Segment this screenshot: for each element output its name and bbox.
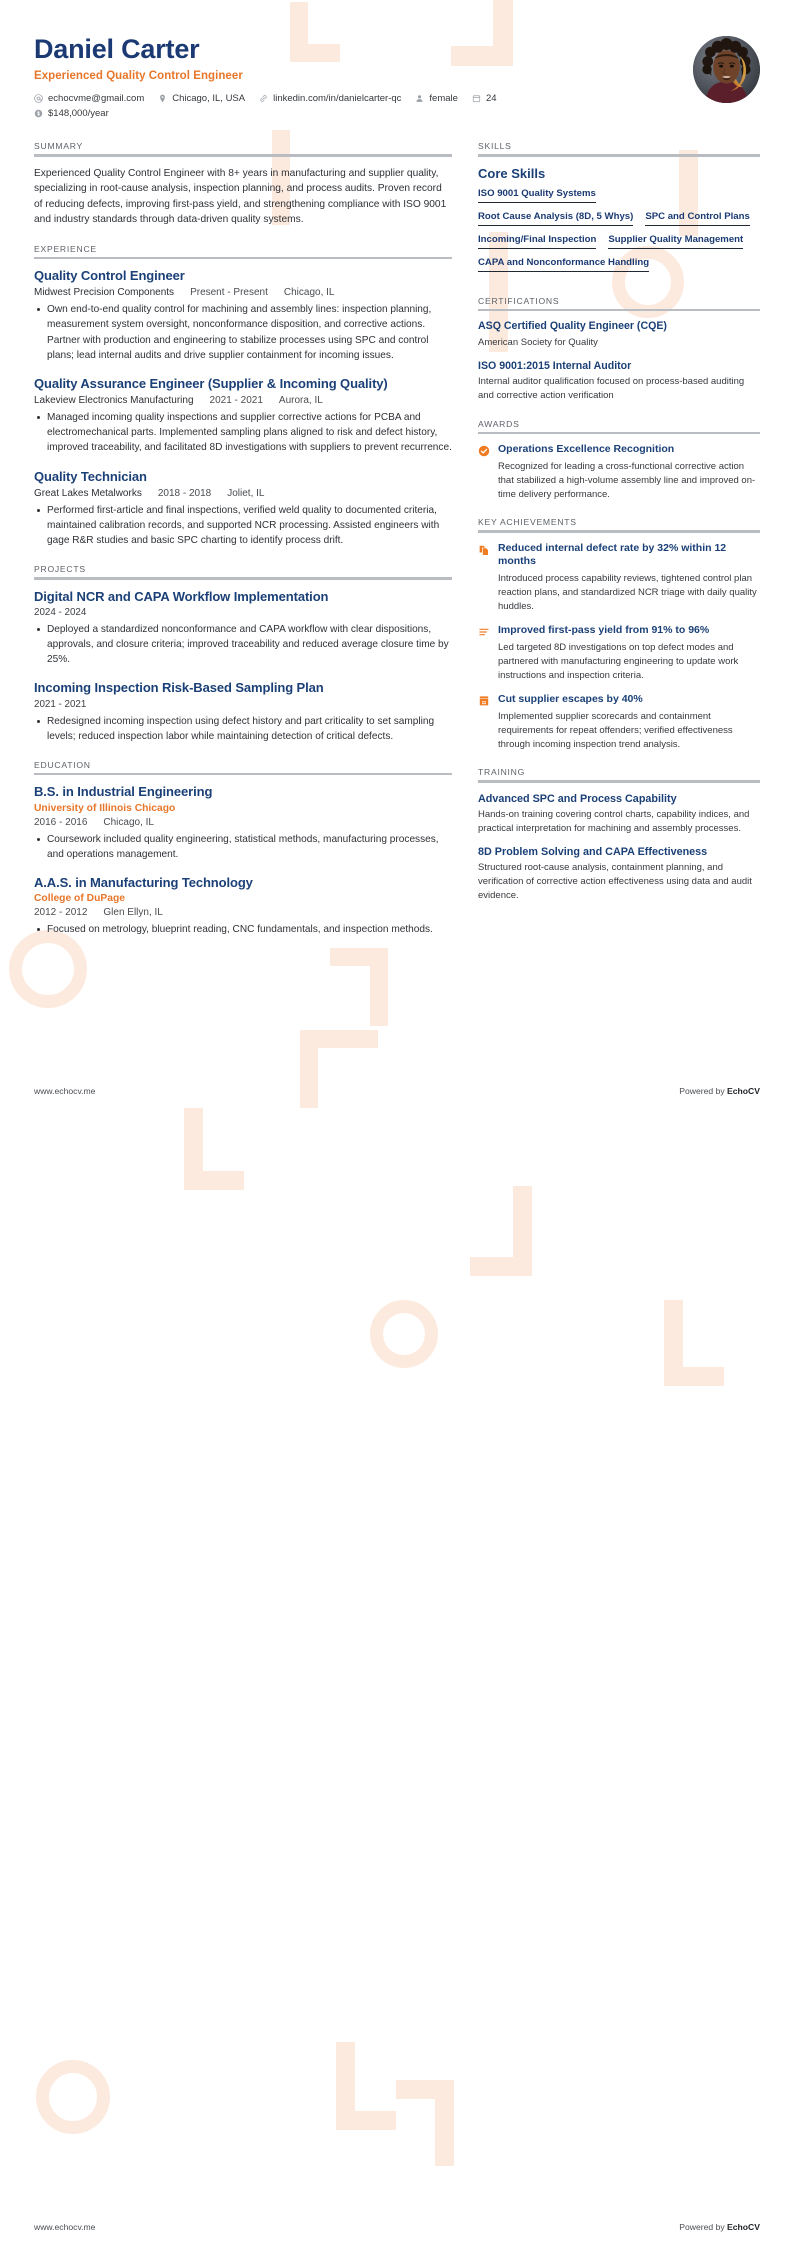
job-location: Chicago, IL bbox=[283, 287, 335, 299]
education-bullet: Coursework included quality engineering, statistical methods, manufacturing processes, and operations management. bbox=[34, 832, 452, 862]
skill-chip: SPC and Control Plans bbox=[645, 211, 749, 226]
project-item bbox=[34, 680, 452, 744]
degree-name: A.A.S. in Manufacturing Technology bbox=[34, 874, 253, 890]
award-name: Operations Excellence Recognition bbox=[498, 443, 675, 456]
section-title-experience: EXPERIENCE bbox=[34, 243, 97, 254]
header-text-block bbox=[34, 34, 677, 119]
education-location: Chicago, IL bbox=[103, 816, 154, 828]
footer-brand: EchoCV bbox=[727, 1086, 760, 1096]
job-bullets bbox=[34, 503, 452, 548]
education-bullets bbox=[34, 922, 452, 937]
section-summary bbox=[34, 141, 452, 228]
training-item bbox=[478, 792, 760, 836]
footer-site-url[interactable]: www.echocv.me bbox=[34, 1086, 96, 1096]
calendar-icon bbox=[472, 94, 481, 103]
section-title-education: EDUCATION bbox=[34, 759, 91, 770]
education-dates: 2016 - 2016 bbox=[34, 816, 88, 828]
footer-site-url[interactable]: www.echocv.me bbox=[34, 2222, 96, 2232]
contact-linkedin[interactable] bbox=[259, 93, 401, 104]
achievement-desc: Implemented supplier scorecards and containment requirements for repeat offenders; verified effectiveness through incoming inspection trend analysis. bbox=[498, 710, 733, 750]
award-item bbox=[478, 443, 760, 501]
project-bullets bbox=[34, 622, 452, 667]
education-location: Glen Ellyn, IL bbox=[103, 907, 163, 919]
achievement-item bbox=[478, 542, 760, 614]
job-dates: 2018 - 2018 bbox=[157, 487, 212, 499]
job-dates: 2021 - 2021 bbox=[209, 395, 263, 407]
section-rule bbox=[34, 154, 452, 157]
job-dates: Present - Present bbox=[190, 287, 268, 299]
education-bullets bbox=[34, 832, 452, 862]
skill-chip: Incoming/Final Inspection bbox=[478, 234, 596, 249]
job-bullets bbox=[34, 302, 452, 363]
section-rule bbox=[34, 577, 452, 580]
job-location: Aurora, IL bbox=[278, 395, 323, 407]
section-title-certifications: CERTIFICATIONS bbox=[478, 295, 560, 306]
footer-powered-by bbox=[679, 1086, 760, 1096]
contact-gender-text: female bbox=[429, 93, 458, 105]
education-item bbox=[34, 784, 452, 862]
achievement-body bbox=[498, 542, 760, 614]
professional-headline: Experienced Quality Control Engineer bbox=[34, 70, 243, 83]
salary-icon bbox=[34, 109, 43, 118]
watermark-corner-10 bbox=[664, 1300, 724, 1386]
job-bullet: Managed incoming quality inspections and supplier corrective actions for PCBA and electromechanical parts. Implemented sampling plans aligned to risk and defect history, improved traceability, and facilitated 8D investigations with suppliers to prevent recurrence. bbox=[34, 410, 452, 455]
watermark-corner-7 bbox=[300, 1030, 378, 1108]
core-skills-label: Core Skills bbox=[478, 165, 546, 181]
certification-desc: American Society for Quality bbox=[478, 336, 598, 348]
certification-desc: Internal auditor qualification focused on process-based auditing and corrective action verification bbox=[478, 376, 745, 402]
certification-item bbox=[478, 360, 760, 403]
watermark-corner-11 bbox=[336, 2042, 396, 2130]
education-meta bbox=[34, 907, 452, 918]
certification-name: ASQ Certified Quality Engineer (CQE) bbox=[478, 320, 667, 333]
page-title: Daniel Carter bbox=[34, 34, 200, 64]
contact-location-text: Chicago, IL, USA bbox=[172, 93, 246, 105]
contact-age-text: 24 bbox=[485, 93, 497, 105]
right-column bbox=[478, 141, 760, 919]
project-dates: 2021 - 2021 bbox=[34, 698, 87, 710]
certification-item bbox=[478, 320, 760, 350]
resume-header bbox=[34, 0, 760, 119]
list-lines-icon bbox=[478, 624, 490, 682]
storefront-icon bbox=[478, 693, 490, 751]
check-circle-icon bbox=[478, 443, 490, 501]
section-awards bbox=[478, 419, 760, 501]
degree-name: B.S. in Industrial Engineering bbox=[34, 784, 213, 800]
job-title: Quality Control Engineer bbox=[34, 268, 185, 284]
job-company: Midwest Precision Components bbox=[34, 287, 175, 299]
watermark-corner-6 bbox=[330, 948, 388, 1026]
avatar-photo bbox=[693, 36, 760, 103]
project-name: Incoming Inspection Risk-Based Sampling Plan bbox=[34, 680, 324, 696]
training-desc: Hands-on training covering control charts, capability indices, and practical interpretation for machining and assembly processes. bbox=[478, 808, 750, 834]
achievement-desc: Introduced process capability reviews, tightened control plan reaction plans, and standardized NCR triage with daily quality huddles. bbox=[498, 573, 757, 612]
contact-gender bbox=[415, 93, 458, 104]
section-rule bbox=[34, 257, 452, 260]
contact-email-text: echocvme@gmail.com bbox=[48, 93, 145, 105]
project-dates: 2024 - 2024 bbox=[34, 606, 87, 618]
project-bullet: Deployed a standardized nonconformance and CAPA workflow with clear dispositions, approvals, and closure criteria; improved traceability and reduced average closure time by 25%. bbox=[34, 622, 452, 667]
job-company: Great Lakes Metalworks bbox=[34, 487, 142, 499]
education-meta bbox=[34, 817, 452, 828]
experience-item bbox=[34, 469, 452, 549]
job-bullets bbox=[34, 410, 452, 455]
contact-salary bbox=[34, 108, 677, 119]
achievement-name: Improved first-pass yield from 91% to 96% bbox=[498, 624, 710, 637]
job-bullet: Own end-to-end quality control for machining and assembly lines: inspection planning, measurement system oversight, nonconformance disposition, and corrective actions. Partner with production and engineering to stabilize processes using SPC and control plans; lead internal audits and drive supplier containment for incoming issues. bbox=[34, 302, 452, 363]
job-meta bbox=[34, 488, 452, 499]
left-column bbox=[34, 141, 452, 953]
achievement-body bbox=[498, 693, 760, 751]
skills-list bbox=[478, 188, 760, 280]
training-item bbox=[478, 845, 760, 902]
section-title-achievements: KEY ACHIEVEMENTS bbox=[478, 517, 577, 528]
section-title-projects: PROJECTS bbox=[34, 564, 86, 575]
watermark-corner-8 bbox=[184, 1108, 244, 1190]
education-item bbox=[34, 875, 452, 937]
training-desc: Structured root-cause analysis, containment planning, and verification of corrective action effectiveness using data and audit evidence. bbox=[478, 862, 752, 901]
section-title-training: TRAINING bbox=[478, 767, 526, 778]
award-body bbox=[498, 443, 760, 501]
page-footer-bottom bbox=[34, 2222, 760, 2232]
footer-powered-prefix: Powered by bbox=[679, 1086, 728, 1096]
experience-item bbox=[34, 268, 452, 363]
section-title-awards: AWARDS bbox=[478, 418, 520, 429]
watermark-corner-12 bbox=[396, 2080, 454, 2166]
location-pin-icon bbox=[158, 94, 167, 103]
person-icon bbox=[415, 94, 424, 103]
contact-salary-text: $148,000/year bbox=[48, 108, 109, 120]
avatar bbox=[693, 36, 760, 103]
job-meta bbox=[34, 287, 452, 298]
footer-brand: EchoCV bbox=[727, 2222, 760, 2232]
school-name: College of DuPage bbox=[34, 893, 125, 905]
achievement-item bbox=[478, 624, 760, 682]
job-title: Quality Technician bbox=[34, 468, 147, 484]
training-name: Advanced SPC and Process Capability bbox=[478, 792, 677, 805]
achievement-item bbox=[478, 693, 760, 751]
training-name: 8D Problem Solving and CAPA Effectiveness bbox=[478, 846, 708, 859]
education-bullet: Focused on metrology, blueprint reading, CNC fundamentals, and inspection methods. bbox=[34, 922, 452, 937]
job-location: Joliet, IL bbox=[227, 487, 265, 499]
school-name: University of Illinois Chicago bbox=[34, 802, 176, 814]
job-company: Lakeview Electronics Manufacturing bbox=[34, 395, 194, 407]
watermark-ring-4 bbox=[36, 2060, 110, 2134]
job-title: Quality Assurance Engineer (Supplier & Incoming Quality) bbox=[34, 375, 388, 391]
contact-row bbox=[34, 93, 677, 119]
watermark-corner-9 bbox=[470, 1186, 532, 1276]
page-footer-top bbox=[34, 1086, 760, 1096]
job-meta bbox=[34, 395, 452, 406]
section-title-skills: SKILLS bbox=[478, 141, 512, 152]
summary-text: Experienced Quality Control Engineer with 8+ years in manufacturing and supplier quality, specializing in root-cause analysis, inspection planning, and process audits. Proven record of reducing defects, improving first-pass yield, and strengthening compliance with ISO 9001 and industry standards through data-driven quality systems. bbox=[34, 167, 447, 226]
section-experience bbox=[34, 244, 452, 549]
achievement-name: Cut supplier escapes by 40% bbox=[498, 693, 643, 706]
section-rule bbox=[478, 432, 760, 435]
section-rule bbox=[478, 154, 760, 157]
contact-linkedin-text: linkedin.com/in/danielcarter-qc bbox=[273, 93, 402, 105]
section-rule bbox=[34, 773, 452, 776]
section-rule bbox=[478, 530, 760, 533]
resume-columns bbox=[34, 141, 760, 953]
email-icon bbox=[34, 94, 43, 103]
section-training bbox=[478, 767, 760, 902]
achievement-desc: Led targeted 8D investigations on top defect modes and partnered with manufacturing engineering to update work instructions and inspection criteria. bbox=[498, 642, 739, 681]
skill-chip: CAPA and Nonconformance Handling bbox=[478, 257, 649, 272]
education-dates: 2012 - 2012 bbox=[34, 907, 88, 919]
section-title-summary: SUMMARY bbox=[34, 141, 84, 152]
award-desc: Recognized for leading a cross-functional corrective action that stabilized a high-volume assembly line and improved on-time delivery performance. bbox=[498, 461, 756, 500]
watermark-ring-3 bbox=[370, 1300, 438, 1368]
contact-age bbox=[472, 93, 497, 104]
section-projects bbox=[34, 564, 452, 744]
section-rule bbox=[478, 780, 760, 783]
documents-icon bbox=[478, 542, 490, 614]
section-certifications bbox=[478, 296, 760, 403]
skill-chip: ISO 9001 Quality Systems bbox=[478, 188, 596, 203]
project-bullet: Redesigned incoming inspection using defect history and part criticality to set sampling levels; reduced inspection labor while maintaining detection of critical defects. bbox=[34, 714, 452, 744]
achievement-body bbox=[498, 624, 760, 682]
certification-name: ISO 9001:2015 Internal Auditor bbox=[478, 359, 632, 372]
link-icon bbox=[259, 94, 268, 103]
project-name: Digital NCR and CAPA Workflow Implementation bbox=[34, 588, 329, 604]
project-item bbox=[34, 589, 452, 668]
skill-chip: Root Cause Analysis (8D, 5 Whys) bbox=[478, 211, 633, 226]
experience-item bbox=[34, 376, 452, 456]
project-bullets bbox=[34, 714, 452, 744]
footer-powered-prefix: Powered by bbox=[679, 2222, 728, 2232]
section-education bbox=[34, 760, 452, 937]
achievement-name: Reduced internal defect rate by 32% within 12 months bbox=[498, 541, 727, 568]
contact-email[interactable] bbox=[34, 93, 144, 104]
skill-chip: Supplier Quality Management bbox=[608, 234, 743, 249]
section-skills bbox=[478, 141, 760, 280]
job-bullet: Performed first-article and final inspections, verified weld quality to documented criteria, maintained calibration records, and supported NCR processing. Assisted engineers with gage R&R studies and basic SPC charting to identify process drift. bbox=[34, 503, 452, 548]
section-rule bbox=[478, 309, 760, 312]
contact-location bbox=[158, 93, 245, 104]
footer-powered-by bbox=[679, 2222, 760, 2232]
section-key-achievements bbox=[478, 517, 760, 751]
